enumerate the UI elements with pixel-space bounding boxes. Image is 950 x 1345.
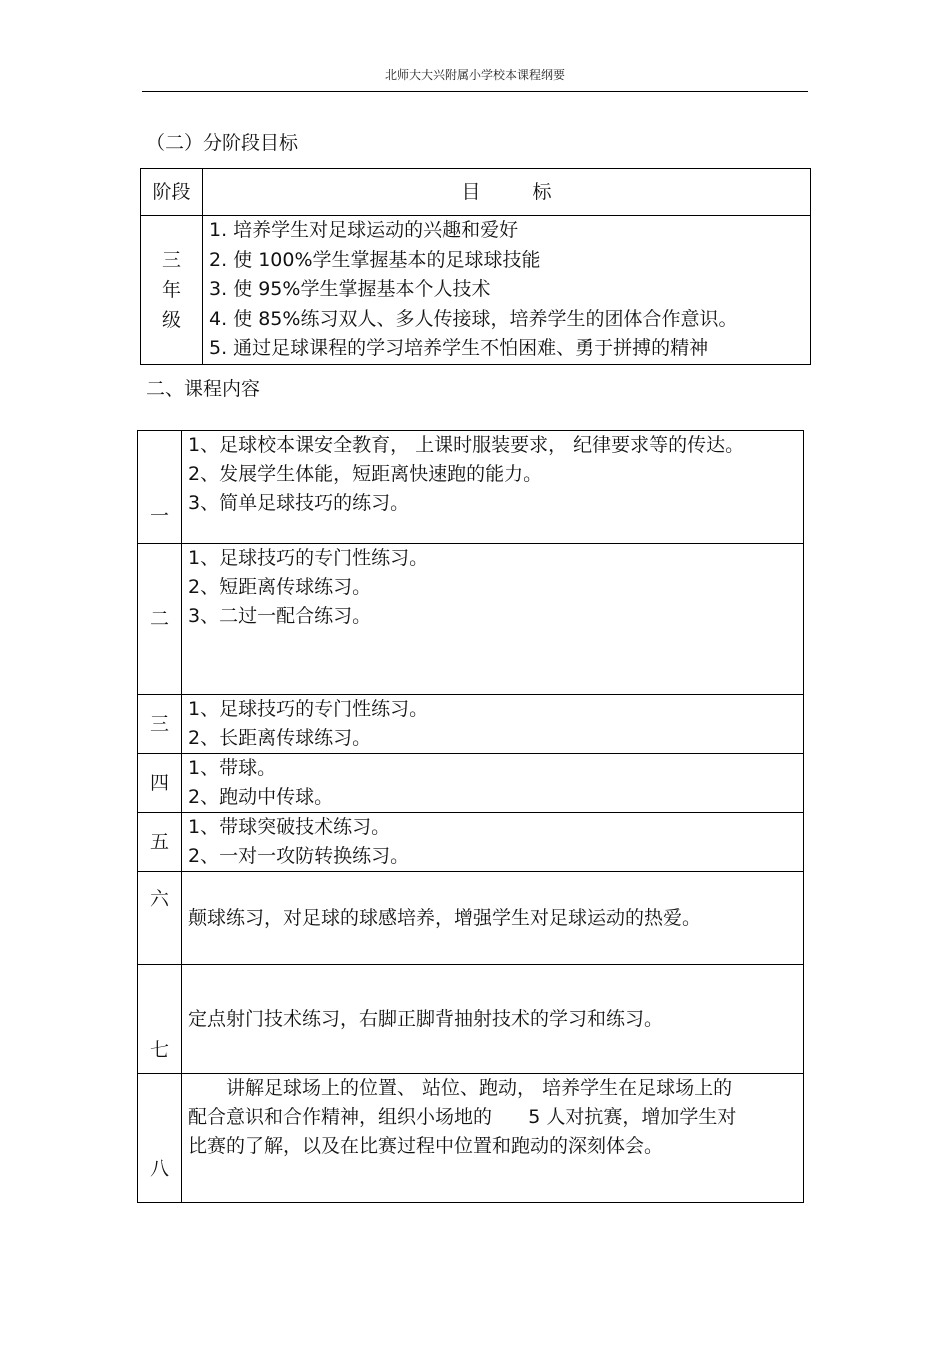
row-content: [182, 813, 804, 872]
table-row: [138, 1074, 804, 1203]
row-number: 一: [138, 431, 182, 544]
content-line: 比赛的了解，以及在比赛过程中位置和跑动的深刻体会。: [188, 1135, 664, 1157]
goal-item: 3. 使 95%学生掌握基本个人技术: [209, 278, 491, 300]
course-content-table: [137, 430, 804, 1203]
row-content: [182, 544, 804, 695]
table-header-row: [141, 169, 811, 216]
goals-cell: [203, 216, 811, 365]
goal-item: 1. 培养学生对足球运动的兴趣和爱好: [209, 219, 519, 241]
table-row: [138, 544, 804, 695]
content-line: 3、简单足球技巧的练习。: [188, 492, 410, 514]
table-row: [138, 431, 804, 544]
content-line: 2、一对一攻防转换练习。: [188, 845, 410, 867]
content-line: 颠球练习，对足球的球感培养，增强学生对足球运动的热爱。: [188, 906, 702, 929]
content-line: 2、发展学生体能，短距离快速跑的能力。: [188, 463, 543, 485]
table-row: [138, 813, 804, 872]
table-row: [138, 965, 804, 1074]
header-divider: [142, 91, 808, 92]
row-content: [182, 754, 804, 813]
content-line: 2、跑动中传球。: [188, 786, 334, 808]
content-line: 配合意识和合作精神，组织小场地的 5 人对抗赛，增加学生对: [188, 1106, 737, 1128]
content-line: 1、足球技巧的专门性练习。: [188, 547, 429, 569]
content-line: 定点射门技术练习，右脚正脚背抽射技术的学习和练习。: [188, 1007, 664, 1030]
row-content: [182, 872, 804, 965]
row-content: [182, 695, 804, 754]
grade-char: 级: [161, 308, 181, 331]
grade-cell: [141, 216, 203, 365]
section-title-stage-goals: （二）分阶段目标: [146, 132, 299, 154]
content-line: 讲解足球场上的位置、 站位、跑动， 培养学生在足球场上的: [226, 1077, 733, 1099]
content-line: 2、长距离传球练习。: [188, 727, 372, 749]
goal-item: 5. 通过足球课程的学习培养学生不怕困难、勇于拼搏的精神: [209, 337, 709, 359]
table-row: [138, 695, 804, 754]
goal-item: 2. 使 100%学生掌握基本的足球球技能: [209, 248, 541, 271]
row-number: 七: [138, 965, 182, 1074]
header-goal-char-1: 目: [461, 181, 481, 203]
content-line: 1、足球技巧的专门性练习。: [188, 698, 429, 720]
row-content: [182, 965, 804, 1074]
row-number: 六: [138, 872, 182, 965]
header-goal-char-2: 标: [532, 181, 552, 203]
table-row: [138, 754, 804, 813]
row-number: 八: [138, 1074, 182, 1203]
row-content: [182, 1074, 804, 1203]
section-title-course-content: 二、课程内容: [146, 378, 261, 400]
row-number: 三: [138, 695, 182, 754]
row-content: [182, 431, 804, 544]
table-row: [141, 216, 811, 365]
page-header: 北师大大兴附属小学校本课程纲要: [384, 68, 565, 82]
row-number: 二: [138, 544, 182, 695]
row-number: 四: [138, 754, 182, 813]
content-line: 2、短距离传球练习。: [188, 576, 372, 598]
grade-char: 三: [161, 248, 181, 271]
content-line: 3、二过一配合练习。: [188, 605, 372, 627]
stage-goals-table: [140, 168, 811, 365]
goal-item: 4. 使 85%练习双人、多人传接球，培养学生的团体合作意识。: [209, 307, 738, 330]
content-line: 1、带球突破技术练习。: [188, 816, 391, 838]
header-goal: [203, 169, 811, 216]
grade-char: 年: [161, 278, 181, 301]
row-number: 五: [138, 813, 182, 872]
header-stage: 阶段: [141, 169, 203, 216]
content-line: 1、足球校本课安全教育， 上课时服装要求， 纪律要求等的传达。: [188, 434, 745, 456]
content-line: 1、带球。: [188, 757, 277, 779]
table-row: [138, 872, 804, 965]
